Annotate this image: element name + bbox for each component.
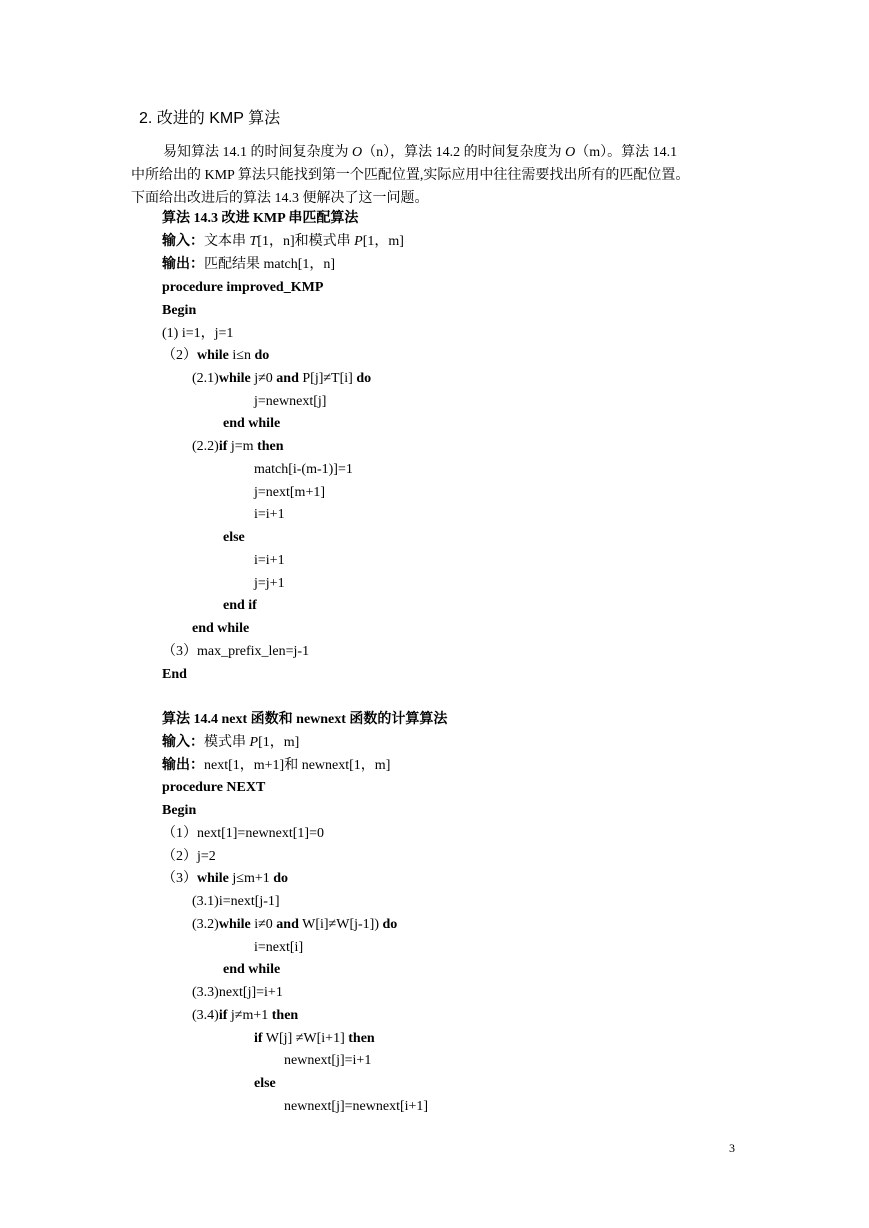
intro-line-2: 中所给出的 KMP 算法只能找到第一个匹配位置,实际应用中往往需要找出所有的匹配位置。 [131, 168, 690, 183]
algo143-step-2-1-end: end while [223, 416, 281, 431]
algo143-step-2-2-else-1: i=i+1 [254, 553, 285, 568]
algo144-step-3-2: (3.2)while i≠0 and W[i]≠W[j-1]) do [192, 917, 398, 932]
section-heading: 2. 改进的 KMP 算法 [139, 110, 281, 127]
algo143-output: 输出：匹配结果 match[1，n] [162, 257, 336, 272]
algo144-procedure: procedure NEXT [162, 780, 266, 795]
algo143-step-2-2-then-1: match[i-(m-1)]=1 [254, 462, 353, 477]
page-number: 3 [729, 1141, 735, 1155]
algo144-step-3-2-end: end while [223, 962, 281, 977]
algo143-end: End [162, 667, 187, 682]
algo144-step-2: （2）j=2 [162, 849, 216, 864]
algo144-step-3-4-then-1: newnext[j]=i+1 [284, 1053, 372, 1068]
algo143-step-3: （3）max_prefix_len=j-1 [162, 644, 310, 659]
algo144-step-3-4: (3.4)if j≠m+1 then [192, 1008, 299, 1023]
algo143-step-2-2-else-2: j=j+1 [254, 576, 285, 591]
algo143-input: 输入：文本串 T[1，n]和模式串 P[1，m] [162, 234, 404, 249]
algo143-step-2-2-then-2: j=next[m+1] [254, 485, 325, 500]
intro-line-3: 下面给出改进后的算法 14.3 便解决了这一问题。 [131, 191, 429, 206]
algo143-begin: Begin [162, 303, 197, 318]
algo143-step-2-2-endif: end if [223, 598, 257, 613]
intro-paragraph [131, 141, 737, 210]
algo144-output: 输出：next[1，m+1]和 newnext[1，m] [162, 758, 391, 773]
algo144-begin: Begin [162, 803, 197, 818]
algo143-step-1: (1) i=1，j=1 [162, 326, 234, 341]
algo143-step-2: （2）while i≤n do [162, 348, 270, 363]
algo143-step-2-2-then-3: i=i+1 [254, 507, 285, 522]
algo144-step-3-4-else-1: newnext[j]=newnext[i+1] [284, 1099, 429, 1114]
algo143-step-2-2: (2.2)if j=m then [192, 439, 284, 454]
algo143-procedure: procedure improved_KMP [162, 280, 324, 295]
algo143-title: 算法 14.3 改进 KMP 串匹配算法 [162, 211, 359, 226]
algo144-step-1: （1）next[1]=newnext[1]=0 [162, 826, 324, 841]
algo144-step-3-4-if: if W[j] ≠W[i+1] then [254, 1031, 375, 1046]
algo143-step-2-2-else: else [223, 530, 245, 545]
algo144-input: 输入：模式串 P[1，m] [162, 735, 300, 750]
algo144-step-3-4-else: else [254, 1076, 276, 1091]
intro-line-1: 易知算法 14.1 的时间复杂度为 O（n），算法 14.2 的时间复杂度为 O（m）。算法 14.1 [163, 145, 678, 160]
algo143-step-2-1: (2.1)while j≠0 and P[j]≠T[i] do [192, 371, 372, 386]
algo143-step-2-1-body: j=newnext[j] [254, 394, 327, 409]
algo144-step-3: （3）while j≤m+1 do [162, 871, 289, 886]
algo144-step-3-2-body: i=next[i] [254, 940, 304, 955]
algo144-title: 算法 14.4 next 函数和 newnext 函数的计算算法 [162, 712, 448, 727]
algo143-step-2-end: end while [192, 621, 250, 636]
algo144-step-3-3: (3.3)next[j]=i+1 [192, 985, 283, 1000]
algo144-step-3-1: (3.1)i=next[j-1] [192, 894, 280, 909]
